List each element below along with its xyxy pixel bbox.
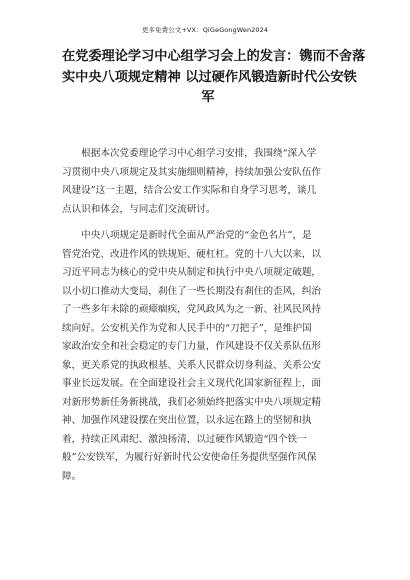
text-line: 习贯彻中央八项规定及其实施细则精神，持续加强公安队伍作 [62,166,322,178]
text-line: 障。 [62,470,82,482]
text-line: 般”公安铁军，为履行好新时代公安使命任务提供坚强作风保 [62,452,317,463]
text-line: 事业长远发展。在全面建设社会主义现代化国家新征程上，面 [62,378,322,389]
text-line: 点认识和体会，与同志们交流研讨。 [62,203,216,215]
text-line: 根据本次党委理论学习中心组学习安排，我围绕“深入学 [62,148,317,159]
text-line: 着，持续正风肃纪、激浊扬清，以过硬作风锻造“四个铁一 [62,433,307,445]
text-line: 中央八项规定是新时代全面从严治党的“金色名片”，是 [62,230,312,241]
document-body [62,145,354,486]
text-line: 风建设”这一主题，结合公安工作实际和自身学习思考，谈几 [62,185,317,196]
header-note: 更多免费公文+VX：QiGeGongWen2024 [141,26,269,34]
paragraph-main [62,227,354,486]
text-line: 象，更关系党的执政根基、关系人民群众切身利益、关系公安 [62,359,322,371]
text-line: 家政治安全和社会稳定的专门力量，作风建设不仅关系队伍形 [62,341,322,352]
text-line: 续向好。公安机关作为党和人民手中的“刀把子”，是维护国 [62,322,312,334]
text-line: 了一些多年未除的顽瘴痼疾，党风政风为之一新、社风民风持 [62,304,322,315]
text-line: 以小切口推动大变局，刹住了一些长期没有刹住的歪风，纠治 [62,285,322,297]
document-title [62,47,366,109]
title-line: 军 [201,90,215,105]
title-line: 在党委理论学习中心组学习会上的发言：镌而不舍落 [62,49,366,64]
text-line: 对新形势新任务新挑战，我们必须始终把落实中央八项规定精 [62,396,322,408]
title-line: 实中央八项规定精神 以过硬作风锻造新时代公安铁 [62,69,357,85]
text-line: 习近平同志为核心的党中央从制定和执行中央八项规定破题， [62,267,322,278]
text-line: 神、加强作风建设摆在突出位置，以永远在路上的坚韧和执 [62,415,312,426]
text-line: 管党治党、改进作风的铁规矩、硬杠杠。党的十八大以来，以 [62,248,322,260]
paragraph-intro [62,145,354,219]
